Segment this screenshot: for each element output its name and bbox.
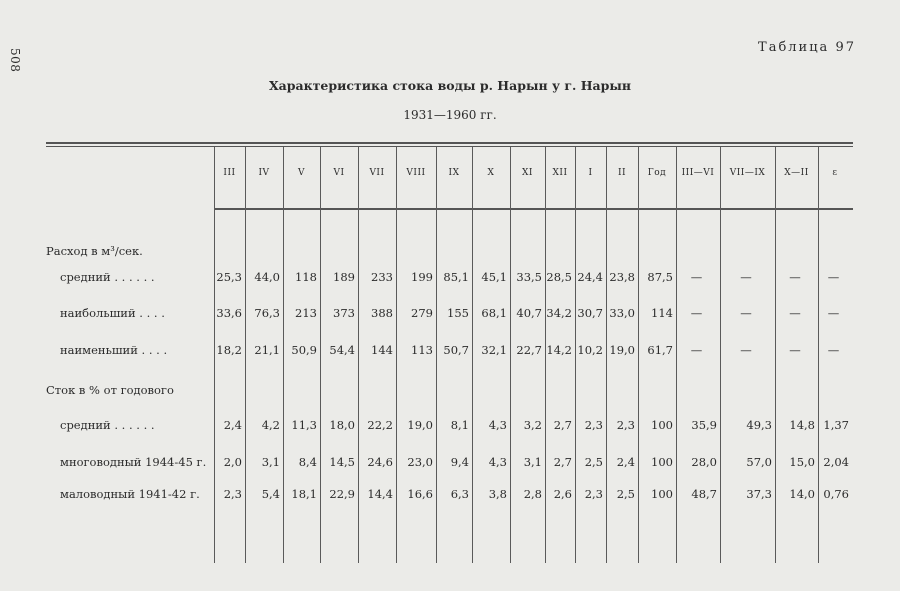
table-cell: 85,1 bbox=[443, 270, 469, 284]
table-cell: 18,0 bbox=[329, 418, 355, 432]
column-header: XI bbox=[522, 168, 533, 178]
table-cell: 2,3 bbox=[584, 487, 603, 501]
table-cell: — bbox=[740, 343, 752, 357]
top-rule-thin bbox=[46, 146, 853, 147]
table-cell: 8,4 bbox=[298, 455, 317, 469]
table-cell: — bbox=[690, 343, 703, 357]
table-cell: 33,6 bbox=[216, 306, 242, 320]
table-title: Характеристика стока воды р. Нарын у г. Нарын bbox=[268, 78, 632, 93]
table-cell: 37,3 bbox=[746, 487, 772, 501]
table-cell: 22,9 bbox=[329, 487, 355, 501]
table-label: Таблица 97 bbox=[758, 40, 856, 55]
table-cell: 34,2 bbox=[546, 306, 572, 320]
table-cell: 19,0 bbox=[407, 418, 433, 432]
table-cell: 18,2 bbox=[216, 343, 242, 357]
table-cell: 50,7 bbox=[443, 343, 469, 357]
table-cell: 3,8 bbox=[488, 487, 507, 501]
table-cell: 1,37 bbox=[823, 418, 849, 432]
row-label: средний . . . . . . bbox=[60, 270, 155, 284]
table-cell: 21,1 bbox=[254, 343, 280, 357]
table-cell: 189 bbox=[333, 270, 355, 284]
table-cell: 2,5 bbox=[584, 455, 603, 469]
table-cell: 0,76 bbox=[823, 487, 849, 501]
column-header: VI bbox=[333, 168, 345, 178]
row-label: многоводный 1944-45 г. bbox=[60, 455, 207, 469]
column-header: VII—IX bbox=[729, 168, 766, 178]
table-cell: — bbox=[690, 270, 703, 284]
table-cell: 199 bbox=[411, 270, 433, 284]
table-cell: 3,2 bbox=[523, 418, 542, 432]
table-cell: 4,2 bbox=[261, 418, 280, 432]
table-cell: 54,4 bbox=[329, 343, 355, 357]
table-cell: 155 bbox=[447, 306, 469, 320]
table-cell: 49,3 bbox=[746, 418, 772, 432]
header-rule bbox=[214, 208, 853, 210]
table-cell: 373 bbox=[333, 306, 355, 320]
table-cell: — bbox=[789, 306, 801, 320]
table-cell: 11,3 bbox=[291, 418, 317, 432]
table-cell: 25,3 bbox=[216, 270, 242, 284]
column-header: III bbox=[223, 168, 236, 178]
table-cell: 57,0 bbox=[746, 455, 772, 469]
table-cell: 18,1 bbox=[291, 487, 317, 501]
table-cell: 68,1 bbox=[481, 306, 507, 320]
table-cell: 2,0 bbox=[223, 455, 242, 469]
table-cell: 100 bbox=[651, 418, 673, 432]
column-header: IX bbox=[448, 168, 460, 178]
table-cell: 24,6 bbox=[367, 455, 393, 469]
table-cell: 9,4 bbox=[450, 455, 469, 469]
column-header: Год bbox=[647, 168, 667, 178]
column-header: III—VI bbox=[681, 168, 715, 178]
table-cell: 100 bbox=[651, 455, 673, 469]
table-cell: 2,4 bbox=[223, 418, 242, 432]
table-cell: — bbox=[690, 306, 703, 320]
column-header: VII bbox=[369, 168, 385, 178]
table-cell: — bbox=[789, 270, 801, 284]
column-header: V bbox=[298, 168, 305, 178]
table-cell: 8,1 bbox=[450, 418, 469, 432]
page-number: 508 bbox=[8, 48, 22, 73]
table-cell: 48,7 bbox=[691, 487, 717, 501]
table-cell: 5,4 bbox=[261, 487, 280, 501]
table-cell: — bbox=[827, 343, 840, 357]
section-heading: Сток в % от годового bbox=[46, 383, 174, 397]
table-cell: 50,9 bbox=[291, 343, 317, 357]
section-heading: Расход в м³/сек. bbox=[46, 244, 143, 258]
column-header: ε bbox=[832, 168, 838, 178]
table-cell: 2,7 bbox=[553, 418, 572, 432]
table-cell: 14,8 bbox=[789, 418, 815, 432]
table-cell: 22,2 bbox=[367, 418, 393, 432]
table-cell: 233 bbox=[371, 270, 393, 284]
table-cell: — bbox=[740, 270, 752, 284]
table-cell: 3,1 bbox=[261, 455, 280, 469]
row-label: средний . . . . . . bbox=[60, 418, 155, 432]
table-cell: 35,9 bbox=[691, 418, 717, 432]
table-cell: 23,0 bbox=[407, 455, 433, 469]
table-cell: 33,0 bbox=[609, 306, 635, 320]
table-cell: 100 bbox=[651, 487, 673, 501]
column-header: X bbox=[487, 168, 495, 178]
table-cell: 2,5 bbox=[616, 487, 635, 501]
top-rule bbox=[46, 142, 853, 144]
table-cell: 388 bbox=[371, 306, 393, 320]
table-cell: 45,1 bbox=[481, 270, 507, 284]
table-cell: 32,1 bbox=[481, 343, 507, 357]
table-cell: 23,8 bbox=[609, 270, 635, 284]
column-header: VIII bbox=[406, 168, 426, 178]
table-cell: 2,6 bbox=[553, 487, 572, 501]
table-cell: 213 bbox=[295, 306, 317, 320]
row-label: наибольший . . . . bbox=[60, 306, 165, 320]
table-cell: 76,3 bbox=[254, 306, 280, 320]
table-cell: 14,5 bbox=[329, 455, 355, 469]
table-cell: 2,3 bbox=[616, 418, 635, 432]
table-cell: 30,7 bbox=[577, 306, 603, 320]
table-cell: 22,7 bbox=[516, 343, 542, 357]
table-cell: 4,3 bbox=[488, 455, 507, 469]
table-cell: 144 bbox=[371, 343, 393, 357]
table-cell: 14,0 bbox=[789, 487, 815, 501]
table-cell: — bbox=[740, 306, 752, 320]
table-cell: 14,4 bbox=[367, 487, 393, 501]
table-cell: 28,0 bbox=[691, 455, 717, 469]
column-header: IV bbox=[258, 168, 270, 178]
table-cell: 10,2 bbox=[577, 343, 603, 357]
table-cell: 114 bbox=[651, 306, 673, 320]
table-cell: 16,6 bbox=[407, 487, 433, 501]
table-cell: 28,5 bbox=[546, 270, 572, 284]
table-cell: 44,0 bbox=[254, 270, 280, 284]
table-cell: 113 bbox=[411, 343, 433, 357]
column-header: I bbox=[588, 168, 593, 178]
table-cell: 87,5 bbox=[647, 270, 673, 284]
table-cell: 33,5 bbox=[516, 270, 542, 284]
table-cell: — bbox=[827, 270, 840, 284]
table-cell: — bbox=[789, 343, 801, 357]
row-label: маловодный 1941-42 г. bbox=[60, 487, 200, 501]
table-cell: 2,8 bbox=[523, 487, 542, 501]
table-period: 1931—1960 гг. bbox=[403, 108, 497, 122]
table-cell: 2,4 bbox=[616, 455, 635, 469]
table-cell: 118 bbox=[295, 270, 317, 284]
table-cell: 4,3 bbox=[488, 418, 507, 432]
table-cell: 2,3 bbox=[584, 418, 603, 432]
table-cell: — bbox=[827, 306, 840, 320]
column-header: XII bbox=[552, 168, 568, 178]
table-cell: 279 bbox=[411, 306, 433, 320]
table-cell: 61,7 bbox=[647, 343, 673, 357]
table-cell: 3,1 bbox=[523, 455, 542, 469]
table-cell: 2,3 bbox=[223, 487, 242, 501]
table-cell: 2,04 bbox=[823, 455, 849, 469]
table-cell: 2,7 bbox=[553, 455, 572, 469]
table-cell: 14,2 bbox=[546, 343, 572, 357]
table-cell: 19,0 bbox=[609, 343, 635, 357]
row-label: наименьший . . . . bbox=[60, 343, 168, 357]
column-header: X—II bbox=[784, 168, 809, 178]
table-cell: 15,0 bbox=[789, 455, 815, 469]
column-header: II bbox=[617, 168, 627, 178]
table-cell: 40,7 bbox=[516, 306, 542, 320]
table-cell: 6,3 bbox=[450, 487, 469, 501]
table-cell: 24,4 bbox=[577, 270, 603, 284]
